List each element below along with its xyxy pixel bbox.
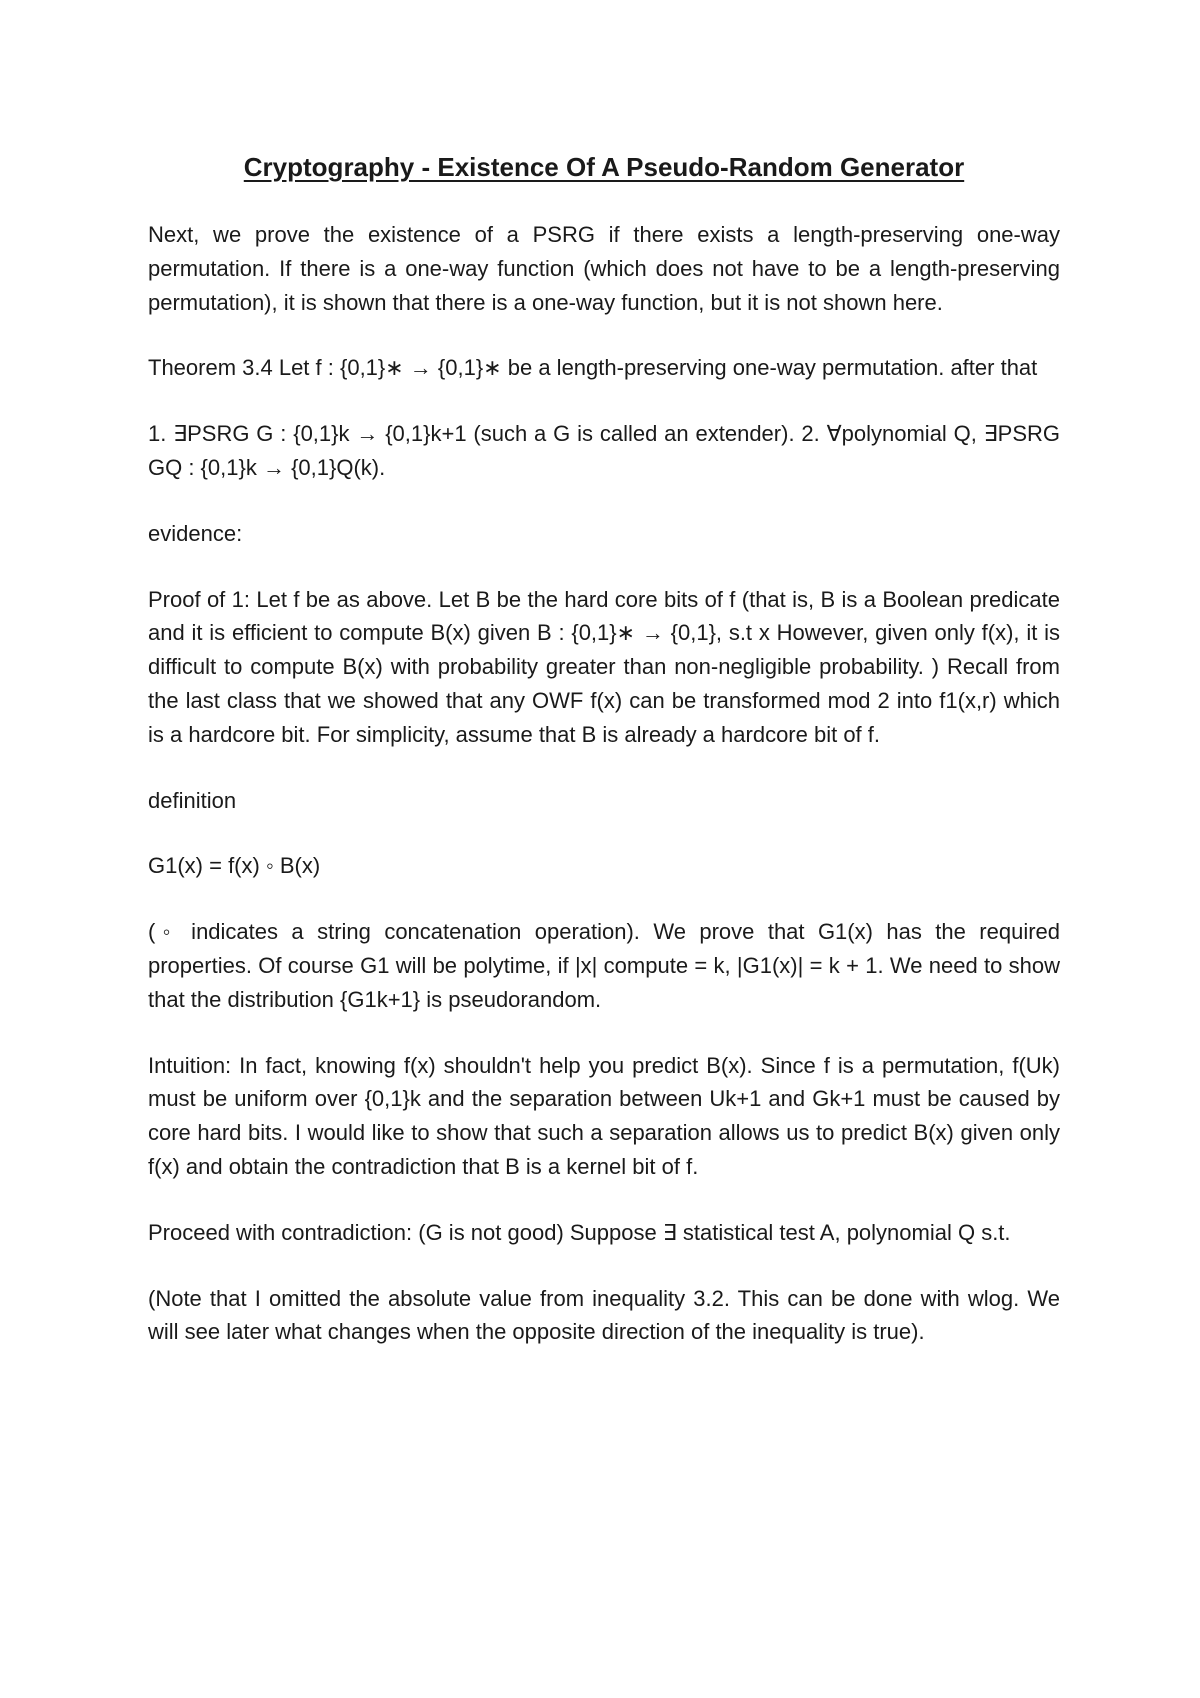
paragraph-note: (Note that I omitted the absolute value from inequality 3.2. This can be done with wlog. We will see later what changes when the opposite direction of the inequality is true). (148, 1285, 1060, 1345)
paragraph-definition-heading: definition (148, 787, 237, 813)
document-title: Cryptography - Existence Of A Pseudo-Random Generator (243, 152, 965, 182)
paragraph-contradiction: Proceed with contradiction: (G is not good) Suppose ∃ statistical test A, polynomial Q s.t. (148, 1219, 1011, 1245)
paragraph-concatenation: (◦ indicates a string concatenation operation). We prove that G1(x) has the required properties. Of course G1 will be polytime, if |x| compute = k, |G1(x)| = k + 1. We need to show that the distribution {G1k+1} is pseudorandom. (148, 919, 1060, 1012)
paragraph-theorem-claims: 1. ∃PSRG G : {0,1}k → {0,1}k+1 (such a G is called an extender). 2. ∀polynomial Q, ∃PSRG GQ : {0,1}k → {0,1}Q(k). (148, 421, 1060, 480)
paragraph-intuition: Intuition: In fact, knowing f(x) shouldn't help you predict B(x). Since f is a permutation, f(Uk) must be uniform over {0,1}k and the separation between Uk+1 and Gk+1 must be caused by core hard bits. I would like to show that such a separation allows us to predict B(x) given only f(x) and obtain the contradiction that B is a kernel bit of f. (148, 1052, 1060, 1179)
paragraph-proof: Proof of 1: Let f be as above. Let B be the hard core bits of f (that is, B is a Boolean predicate and it is efficient to compute B(x) given B : {0,1}∗ → {0,1}, s.t x However, given only f(x), it is difficult to compute B(x) with probability greater than non-negligible probability. ) Recall from the last class that we showed that any OWF f(x) can be transformed mod 2 into f1(x,r) which is a hardcore bit. For simplicity, assume that B is already a hardcore bit of f. (148, 586, 1060, 747)
document-page (148, 150, 1060, 1381)
paragraph-evidence-heading: evidence: (148, 520, 243, 546)
paragraph-intro: Next, we prove the existence of a PSRG if there exists a length-preserving one-way permutation. If there is a one-way function (which does not have to be a length-preserving permutation), it is shown that there is a one-way function, but it is not shown here. (148, 222, 1060, 315)
paragraph-definition-formula: G1(x) = f(x) ◦ B(x) (148, 853, 321, 879)
paragraph-theorem: Theorem 3.4 Let f : {0,1}∗ → {0,1}∗ be a length-preserving one-way permutation. after that (148, 355, 1038, 381)
